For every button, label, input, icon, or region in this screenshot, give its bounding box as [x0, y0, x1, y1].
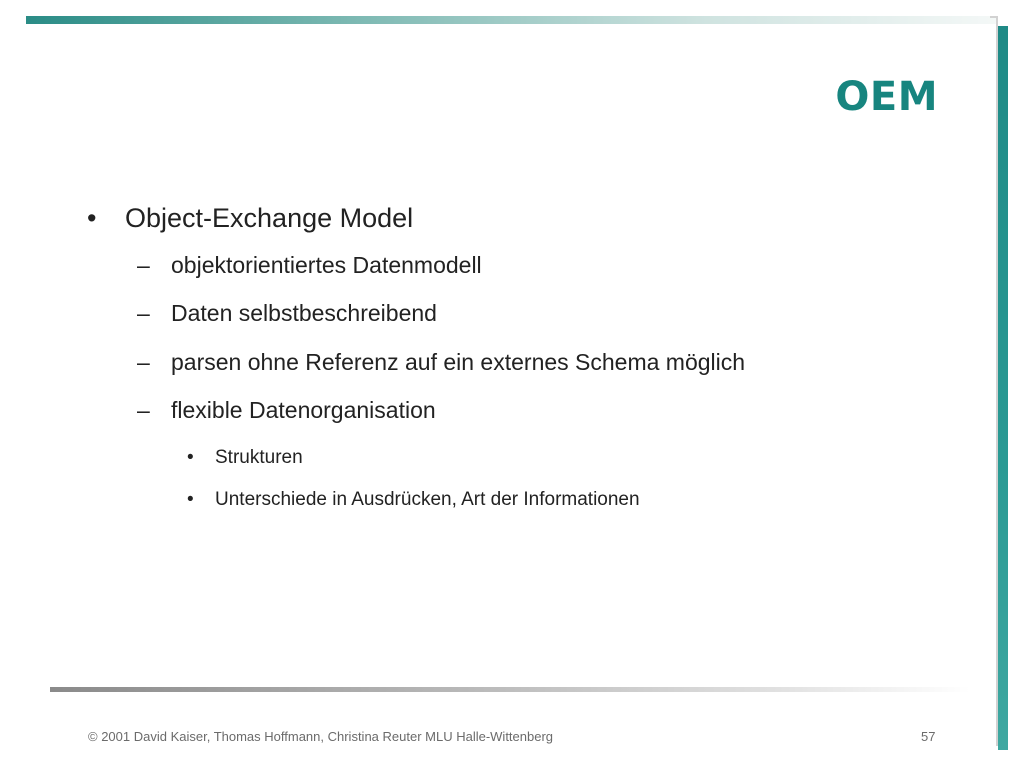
slide-title: OEM: [835, 74, 938, 120]
dash-marker: –: [137, 252, 150, 278]
dash-marker: –: [137, 300, 150, 326]
bullet-text: objektorientiertes Datenmodell: [171, 252, 482, 278]
bullet-text: parsen ohne Referenz auf ein externes Schema möglich: [171, 349, 746, 375]
bullet-marker: •: [187, 447, 194, 468]
bullet-marker: •: [87, 203, 97, 233]
bullet-text: Daten selbstbeschreibend: [171, 300, 437, 326]
bullet-text: flexible Datenorganisation: [171, 397, 436, 423]
dash-marker: –: [137, 397, 150, 423]
page-number: 57: [921, 729, 936, 744]
bullet-text: Object-Exchange Model: [125, 203, 414, 233]
bullet-text: Strukturen: [215, 447, 303, 468]
dash-marker: –: [137, 349, 150, 375]
bullet-marker: •: [187, 489, 194, 510]
footer-copyright: © 2001 David Kaiser, Thomas Hoffmann, Christina Reuter MLU Halle-Wittenberg: [88, 729, 554, 744]
bullet-text: Unterschiede in Ausdrücken, Art der Informationen: [215, 489, 640, 510]
bottom-gradient-rule: [50, 687, 970, 692]
